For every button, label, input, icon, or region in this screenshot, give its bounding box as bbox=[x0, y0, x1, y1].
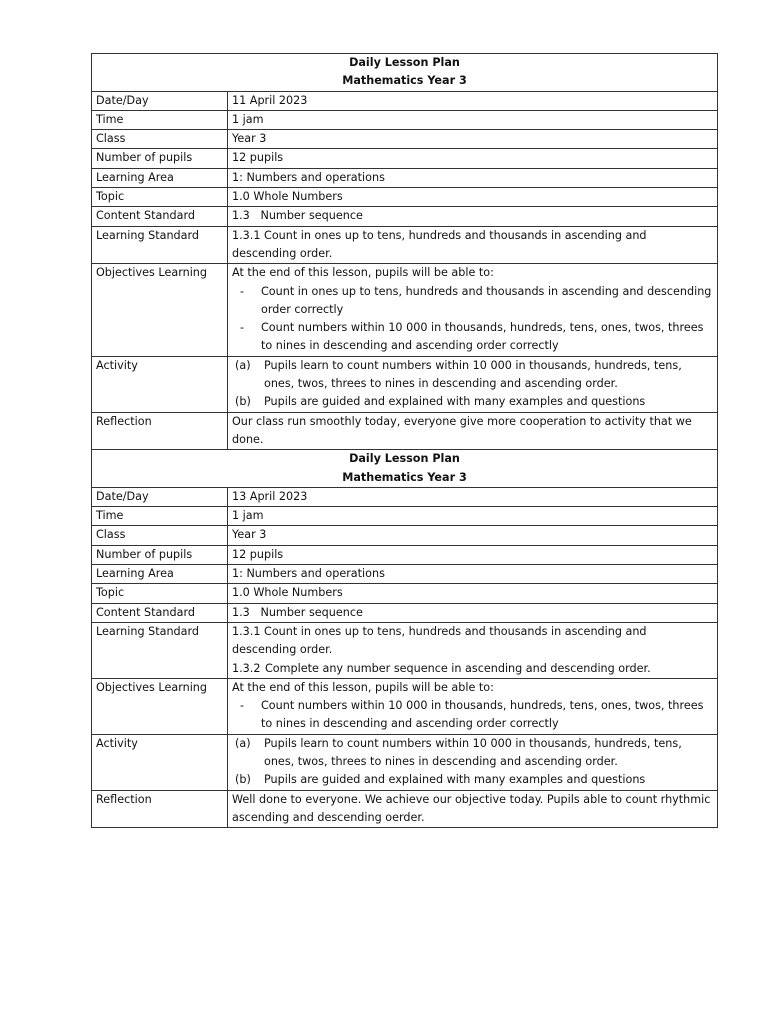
row-label: Date/Day bbox=[92, 91, 228, 110]
objective-item bbox=[232, 697, 713, 734]
row-pupils bbox=[92, 149, 718, 168]
row-pupils bbox=[92, 545, 718, 564]
objective-item bbox=[232, 283, 713, 320]
row-value bbox=[228, 264, 718, 356]
row-value: 1.3 Number sequence bbox=[228, 603, 718, 622]
row-label: Content Standard bbox=[92, 603, 228, 622]
row-label: Class bbox=[92, 130, 228, 149]
row-learning-area bbox=[92, 565, 718, 584]
objective-text: Count in ones up to tens, hundreds and thousands in ascending and descending order correctly bbox=[261, 284, 712, 316]
row-value bbox=[228, 734, 718, 790]
row-objectives bbox=[92, 264, 718, 356]
activity-item bbox=[232, 771, 713, 789]
row-label: Activity bbox=[92, 734, 228, 790]
row-label: Time bbox=[92, 507, 228, 526]
row-value: 1.3 Number sequence bbox=[228, 207, 718, 226]
row-value bbox=[228, 226, 718, 264]
row-value: 1 jam bbox=[228, 507, 718, 526]
bullet-marker: - bbox=[240, 321, 245, 335]
row-value: 1 jam bbox=[228, 110, 718, 129]
activity-item bbox=[232, 393, 713, 411]
objectives-intro: At the end of this lesson, pupils will be able to: bbox=[232, 680, 494, 694]
plan-subtitle: Mathematics Year 3 bbox=[342, 470, 467, 484]
standard-text: 1.3.1 Count in ones up to tens, hundreds and thousands in ascending and descending order. bbox=[232, 624, 647, 657]
activity-text: Pupils learn to count numbers within 10 000 in thousands, hundreds, tens, ones, twos, threes to nines in descending and ascending order. bbox=[264, 736, 682, 768]
row-date bbox=[92, 91, 718, 110]
objective-text: Count numbers within 10 000 in thousands, hundreds, tens, ones, twos, threes to nines in descending and ascending order correctly bbox=[261, 321, 704, 353]
row-learning-area bbox=[92, 168, 718, 187]
item-marker: (b) bbox=[235, 395, 251, 409]
standard-item-text: Complete any number sequence in ascending and descending order. bbox=[265, 661, 651, 675]
plan-title: Daily Lesson Plan bbox=[349, 56, 460, 69]
row-value: 1: Numbers and operations bbox=[228, 168, 718, 187]
plan-header bbox=[92, 450, 718, 488]
row-objectives bbox=[92, 678, 718, 734]
row-label: Learning Standard bbox=[92, 622, 228, 678]
row-class bbox=[92, 130, 718, 149]
row-label: Learning Area bbox=[92, 168, 228, 187]
plan-header bbox=[92, 54, 718, 92]
activity-item bbox=[232, 357, 713, 394]
row-label: Learning Standard bbox=[92, 226, 228, 264]
bullet-marker: - bbox=[240, 699, 245, 713]
row-learning-standard bbox=[92, 622, 718, 678]
row-value bbox=[228, 356, 718, 412]
row-value bbox=[228, 622, 718, 678]
row-value: Well done to everyone. We achieve our objective today. Pupils able to count rhythmic ascending and descending oerder. bbox=[228, 790, 718, 828]
activity-text: Pupils are guided and explained with many examples and questions bbox=[264, 395, 646, 409]
row-value: 12 pupils bbox=[228, 149, 718, 168]
row-reflection bbox=[92, 412, 718, 450]
row-value: 1.0 Whole Numbers bbox=[228, 188, 718, 207]
row-date bbox=[92, 487, 718, 506]
row-label: Topic bbox=[92, 188, 228, 207]
row-label: Time bbox=[92, 110, 228, 129]
row-label: Objectives Learning bbox=[92, 264, 228, 356]
row-label: Activity bbox=[92, 356, 228, 412]
row-label: Objectives Learning bbox=[92, 678, 228, 734]
activity-item bbox=[232, 735, 713, 772]
bullet-marker: - bbox=[240, 284, 245, 298]
row-label: Number of pupils bbox=[92, 545, 228, 564]
plan-title: Daily Lesson Plan bbox=[349, 452, 460, 466]
row-content-standard bbox=[92, 603, 718, 622]
standard-text: 1.3.1 Count in ones up to tens, hundreds and thousands in ascending and descending order. bbox=[232, 228, 647, 260]
row-class bbox=[92, 526, 718, 545]
standard-item bbox=[232, 660, 713, 678]
row-value: 1.0 Whole Numbers bbox=[228, 584, 718, 603]
row-value: 12 pupils bbox=[228, 545, 718, 564]
plan-subtitle: Mathematics Year 3 bbox=[342, 74, 467, 88]
row-time bbox=[92, 507, 718, 526]
row-value: Year 3 bbox=[228, 526, 718, 545]
row-label: Class bbox=[92, 526, 228, 545]
row-activity bbox=[92, 356, 718, 412]
row-learning-standard bbox=[92, 226, 718, 264]
row-value bbox=[228, 678, 718, 734]
row-value: 11 April 2023 bbox=[228, 91, 718, 110]
row-value: 13 April 2023 bbox=[228, 487, 718, 506]
row-label: Date/Day bbox=[92, 487, 228, 506]
row-label: Number of pupils bbox=[92, 149, 228, 168]
row-label: Reflection bbox=[92, 790, 228, 828]
activity-text: Pupils are guided and explained with many examples and questions bbox=[264, 773, 646, 787]
item-marker: (a) bbox=[235, 358, 251, 372]
row-label: Content Standard bbox=[92, 207, 228, 226]
row-value: Year 3 bbox=[228, 130, 718, 149]
row-value: Our class run smoothly today, everyone give more cooperation to activity that we done. bbox=[228, 412, 718, 450]
item-marker: (a) bbox=[235, 736, 251, 750]
row-activity bbox=[92, 734, 718, 790]
row-time bbox=[92, 110, 718, 129]
row-value: 1: Numbers and operations bbox=[228, 565, 718, 584]
row-topic bbox=[92, 188, 718, 207]
objective-item bbox=[232, 319, 713, 356]
item-marker: (b) bbox=[235, 773, 251, 787]
row-topic bbox=[92, 584, 718, 603]
objective-text: Count numbers within 10 000 in thousands, hundreds, tens, ones, twos, threes to nines in descending and ascending order correctly bbox=[261, 699, 704, 731]
row-reflection bbox=[92, 790, 718, 828]
activity-text: Pupils learn to count numbers within 10 000 in thousands, hundreds, tens, ones, twos, threes to nines in descending and ascending order. bbox=[264, 358, 682, 391]
objectives-intro: At the end of this lesson, pupils will be able to: bbox=[232, 266, 494, 280]
item-marker: 1.3.2 bbox=[232, 661, 261, 675]
row-label: Topic bbox=[92, 584, 228, 603]
lesson-plan-table bbox=[91, 53, 718, 828]
row-label: Reflection bbox=[92, 412, 228, 450]
row-label: Learning Area bbox=[92, 565, 228, 584]
row-content-standard bbox=[92, 207, 718, 226]
